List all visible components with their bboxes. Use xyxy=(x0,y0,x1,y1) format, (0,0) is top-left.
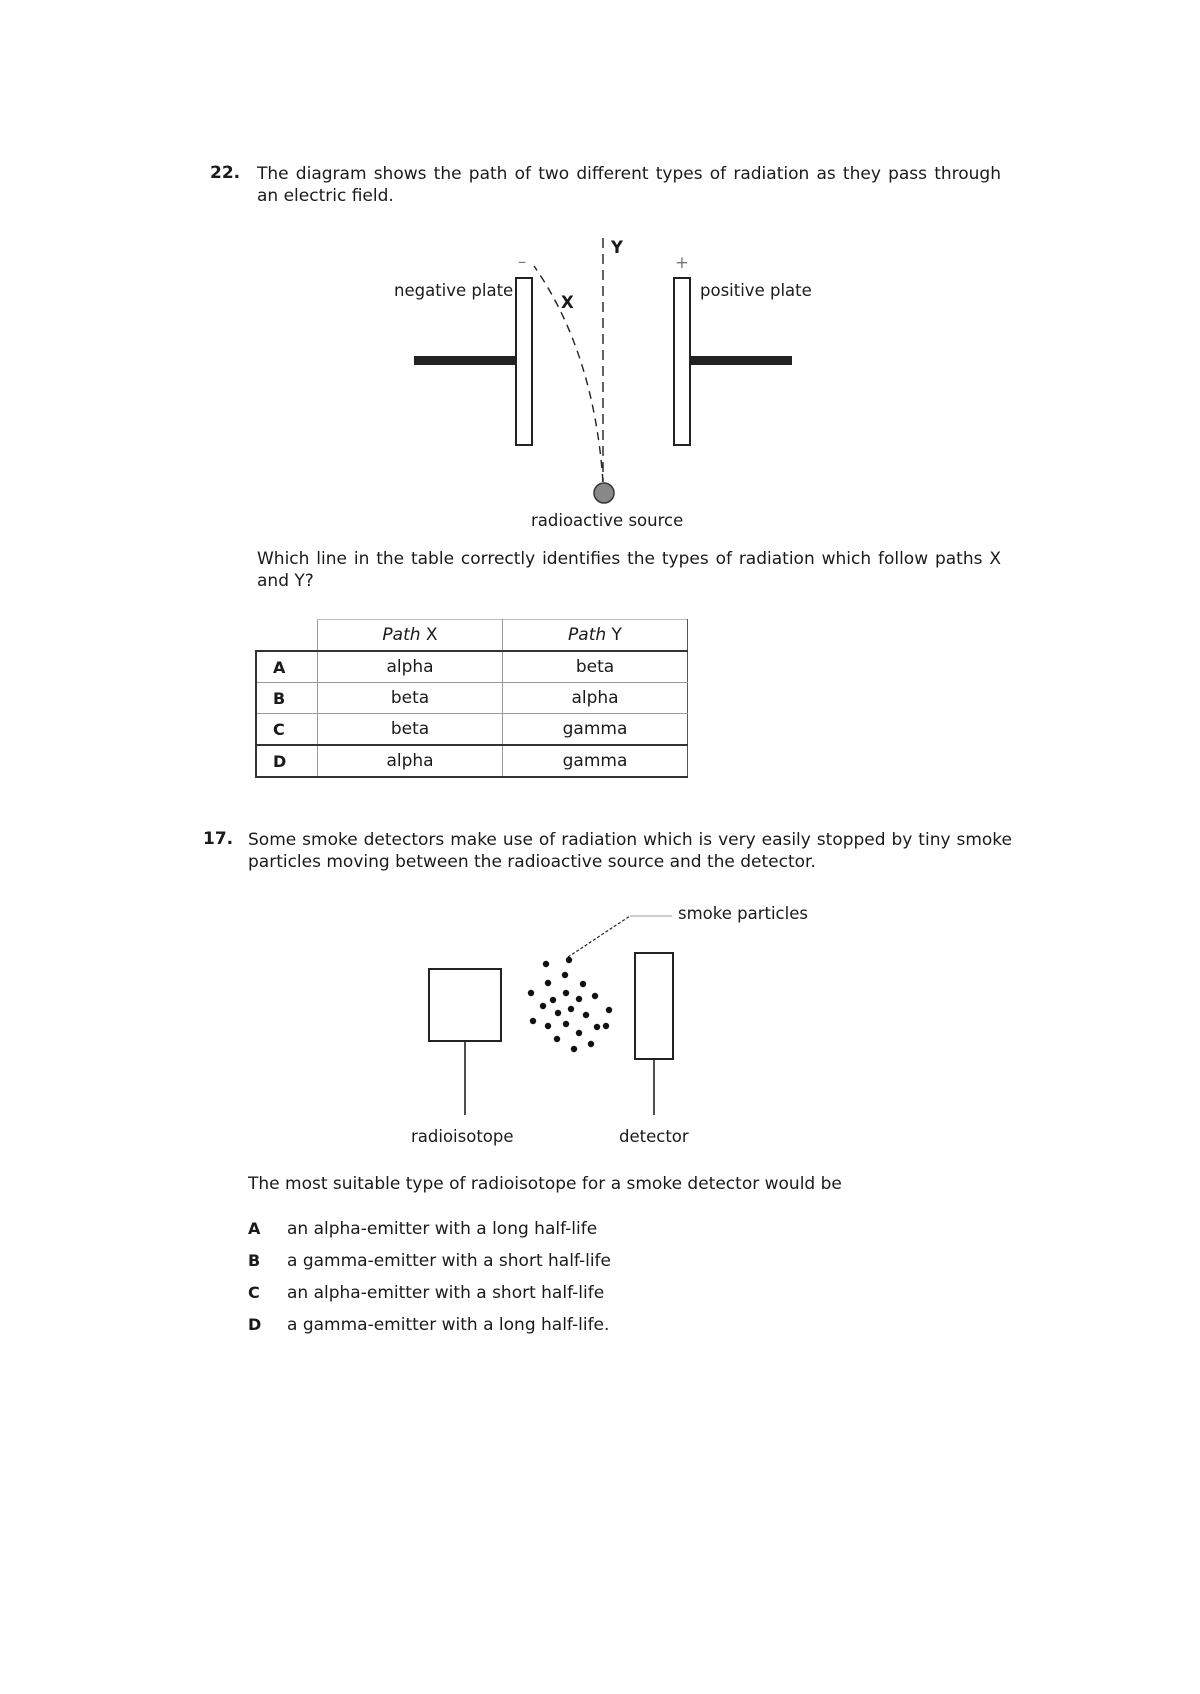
smoke-particle xyxy=(594,1024,600,1030)
option-c[interactable] xyxy=(248,1283,848,1307)
row-path-x: beta xyxy=(318,683,503,714)
row-letter: D xyxy=(256,745,318,777)
row-letter: A xyxy=(256,651,318,683)
smoke-particle xyxy=(540,1003,546,1009)
smoke-particle xyxy=(583,1012,589,1018)
radioisotope-box xyxy=(429,969,501,1041)
row-path-x: alpha xyxy=(318,745,503,777)
positive-plate-label: positive plate xyxy=(700,281,812,300)
question-22-number: 22. xyxy=(210,163,241,183)
option-d[interactable] xyxy=(248,1315,848,1339)
row-path-y: gamma xyxy=(503,714,688,746)
option-letter: A xyxy=(248,1219,261,1238)
smoke-particles-label: smoke particles xyxy=(678,904,808,923)
smoke-particle xyxy=(550,997,556,1003)
row-path-x: beta xyxy=(318,714,503,746)
smoke-particle xyxy=(543,961,549,967)
smoke-particle xyxy=(530,1018,536,1024)
option-text: a gamma-emitter with a long half-life. xyxy=(287,1315,610,1335)
radioisotope-label: radioisotope xyxy=(411,1127,514,1146)
radioactive-source-label: radioactive source xyxy=(531,511,684,530)
table-header-path-x: Path X xyxy=(318,620,503,652)
row-letter: B xyxy=(256,683,318,714)
smoke-particle xyxy=(566,957,572,963)
detector-label: detector xyxy=(619,1127,689,1146)
option-text: a gamma-emitter with a short half-life xyxy=(287,1251,612,1271)
smoke-pointer-line xyxy=(568,916,630,957)
smoke-particle xyxy=(592,993,598,999)
detector-box xyxy=(635,953,673,1059)
smoke-particle xyxy=(603,1023,609,1029)
smoke-particle xyxy=(554,1036,560,1042)
option-letter: B xyxy=(248,1251,261,1270)
option-text: an alpha-emitter with a long half-life xyxy=(287,1219,598,1239)
path-x-label: X xyxy=(561,293,574,312)
path-y-label: Y xyxy=(611,238,623,257)
option-a[interactable] xyxy=(248,1219,848,1243)
question-22-text: The diagram shows the path of two different types of radiation as they pass through an electric field. xyxy=(257,164,1001,206)
smoke-particle xyxy=(580,981,586,987)
negative-plate-label: negative plate xyxy=(394,281,514,300)
smoke-particle xyxy=(563,1021,569,1027)
option-letter: D xyxy=(248,1315,262,1334)
smoke-particle xyxy=(568,1006,574,1012)
row-path-x: alpha xyxy=(318,651,503,683)
question-22-prompt: Which line in the table correctly identifies the types of radiation which follow paths X and Y? xyxy=(257,549,1001,591)
smoke-particle xyxy=(563,990,569,996)
question-17-text: Some smoke detectors make use of radiation which is very easily stopped by tiny smoke particles moving between the radioactive source and the detector. xyxy=(248,830,1012,872)
option-b[interactable] xyxy=(248,1251,848,1275)
smoke-particle xyxy=(545,980,551,986)
smoke-particle xyxy=(606,1007,612,1013)
row-letter: C xyxy=(256,714,318,746)
option-text: an alpha-emitter with a short half-life xyxy=(287,1283,605,1303)
smoke-particle xyxy=(588,1041,594,1047)
smoke-particle xyxy=(571,1046,577,1052)
smoke-particle xyxy=(576,1030,582,1036)
smoke-particle xyxy=(555,1010,561,1016)
question-17-number: 17. xyxy=(203,829,234,849)
minus-sign: – xyxy=(518,252,527,271)
smoke-particle xyxy=(576,996,582,1002)
smoke-particle xyxy=(545,1023,551,1029)
option-letter: C xyxy=(248,1283,260,1302)
smoke-particle xyxy=(562,972,568,978)
row-path-y: alpha xyxy=(503,683,688,714)
smoke-particle xyxy=(528,990,534,996)
path-y-header-italic: Path xyxy=(568,625,607,645)
smoke-particles xyxy=(528,957,612,1052)
path-x-header-italic: Path xyxy=(382,625,421,645)
plus-sign: + xyxy=(675,253,689,272)
row-path-y: gamma xyxy=(503,745,688,777)
question-17-prompt: The most suitable type of radioisotope for a smoke detector would be xyxy=(248,1174,842,1194)
table-header-path-y: Path Y xyxy=(503,620,688,652)
row-path-y: beta xyxy=(503,651,688,683)
